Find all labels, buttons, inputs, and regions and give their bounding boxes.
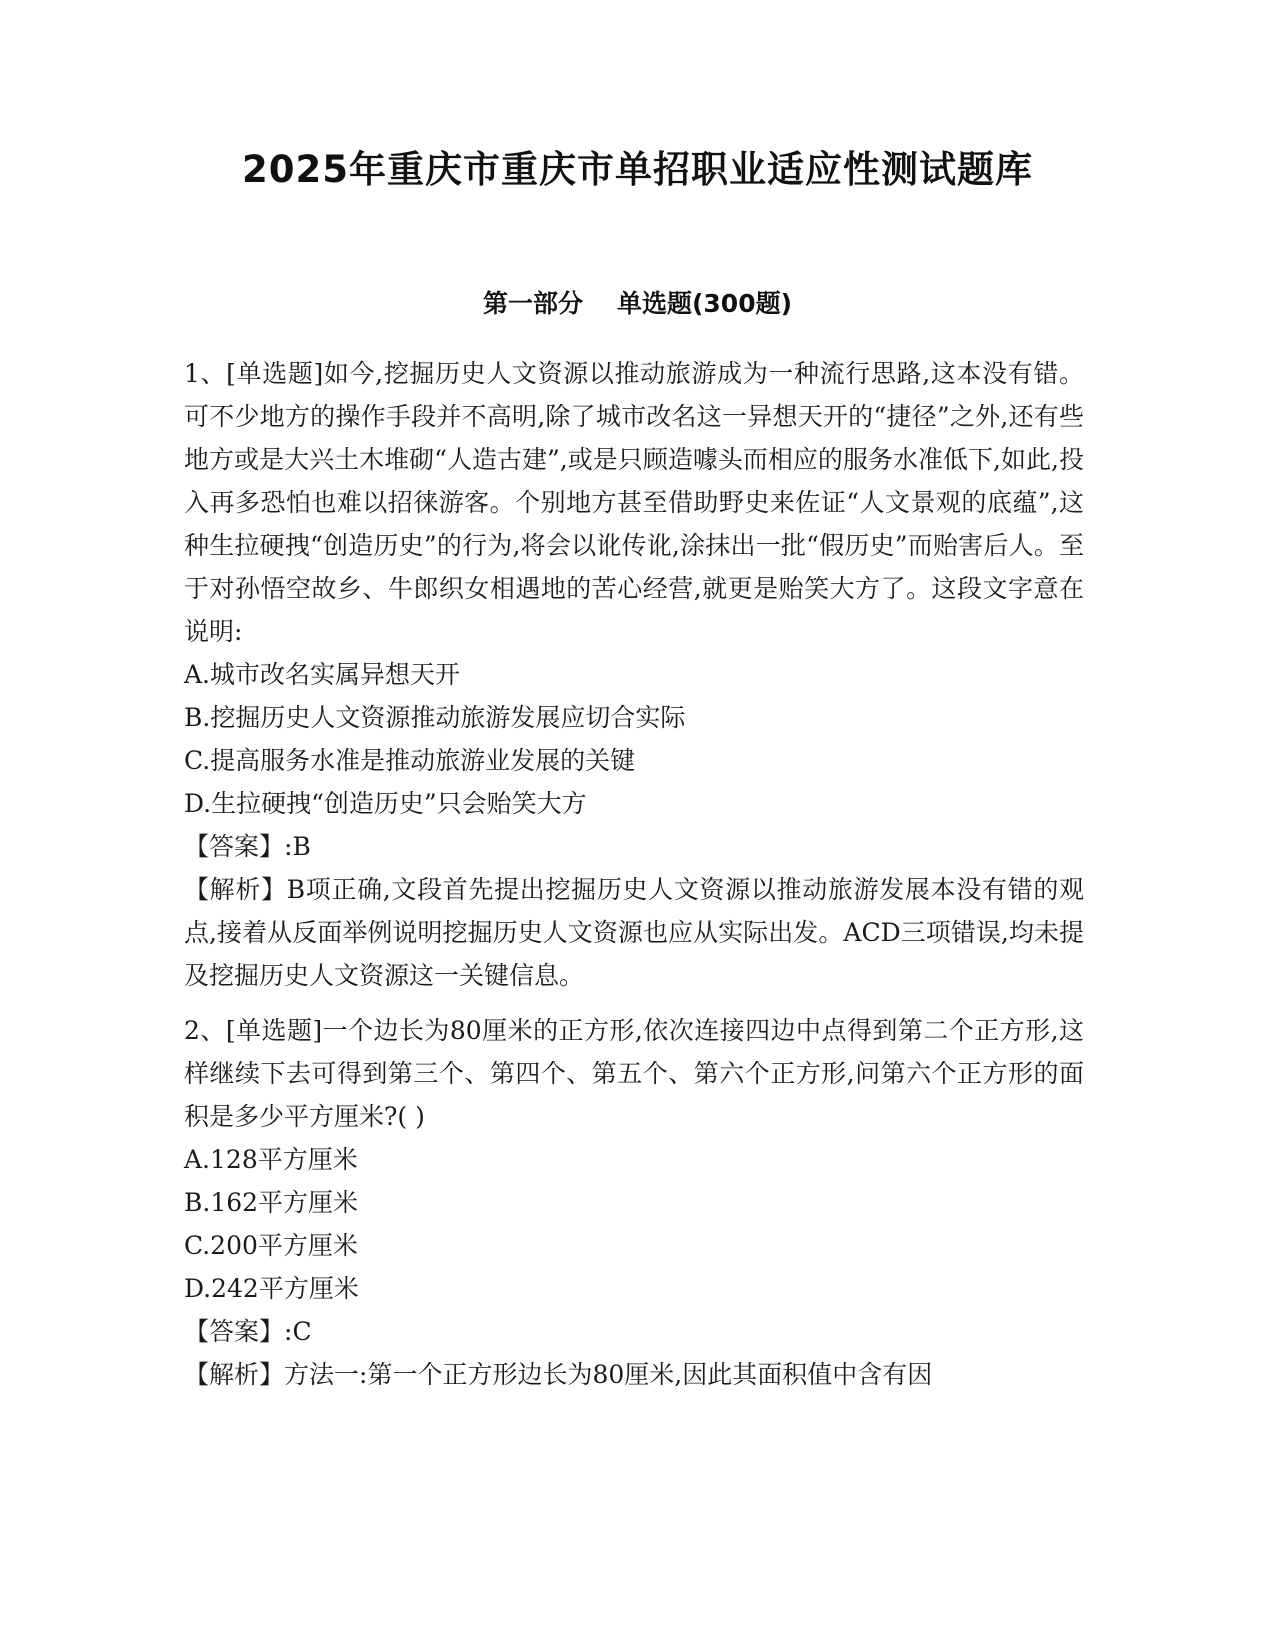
option-d: D.242平方厘米	[184, 1274, 359, 1303]
question-1	[184, 352, 1084, 997]
option-b: B.挖掘历史人文资源推动旅游发展应切合实际	[184, 703, 686, 732]
option-a: A.128平方厘米	[184, 1145, 358, 1174]
answer-value: :C	[284, 1317, 312, 1346]
analysis-text: B项正确,文段首先提出挖掘历史人文资源以推动旅游发展本没有错的观点,接着从反面举例说明挖掘历史人文资源也应从实际出发。ACD三项错误,均未提及挖掘历史人文资源这一关键信息。	[184, 875, 1084, 990]
answer-value: :B	[284, 832, 311, 861]
section-subtitle: 单选题(300题)	[616, 289, 793, 318]
option-d: D.生拉硬拽“创造历史”只会贻笑大方	[184, 789, 587, 818]
question-list	[184, 352, 1084, 1408]
option-a: A.城市改名实属异想天开	[184, 660, 461, 689]
section-heading	[0, 286, 1275, 322]
answer-label: 【答案】	[184, 832, 285, 861]
answer-line	[184, 1310, 1084, 1353]
analysis-label: 【解析】	[184, 1360, 285, 1389]
answer-label: 【答案】	[184, 1317, 285, 1346]
option-b: B.162平方厘米	[184, 1188, 359, 1217]
question-stem: 2、[单选题]一个边长为80厘米的正方形,依次连接四边中点得到第二个正方形,这样继续下去可得到第三个、第四个、第五个、第六个正方形,问第六个正方形的面积是多少平方厘米?( )	[184, 1016, 1084, 1131]
section-title: 第一部分	[482, 289, 583, 318]
question-2	[184, 1009, 1084, 1396]
analysis-label: 【解析】	[184, 875, 287, 904]
analysis-paragraph	[184, 868, 1084, 997]
option-c: C.提高服务水准是推动旅游业发展的关键	[184, 746, 636, 775]
analysis-text: 方法一:第一个正方形边长为80厘米,因此其面积值中含有因	[284, 1360, 933, 1389]
option-c: C.200平方厘米	[184, 1231, 358, 1260]
question-stem: 1、[单选题]如今,挖掘历史人文资源以推动旅游成为一种流行思路,这本没有错。可不少地方的操作手段并不高明,除了城市改名这一异想天开的“捷径”之外,还有些地方或是大兴土木堆砌“人造古建”,或是只顾造噱头而相应的服务水准低下,如此,投入再多恐怕也难以招徕游客。个别地方甚至借助野史来佐证“人文景观的底蕴”,这种生拉硬拽“创造历史”的行为,将会以讹传讹,涂抹出一批“假历史”而贻害后人。至于对孙悟空故乡、牛郎织女相遇地的苦心经营,就更是贻笑大方了。这段文字意在说明:	[184, 359, 1084, 646]
document-title: 2025年重庆市重庆市单招职业适应性测试题库	[242, 148, 1033, 191]
analysis-paragraph	[184, 1353, 1084, 1396]
answer-line	[184, 825, 1084, 868]
